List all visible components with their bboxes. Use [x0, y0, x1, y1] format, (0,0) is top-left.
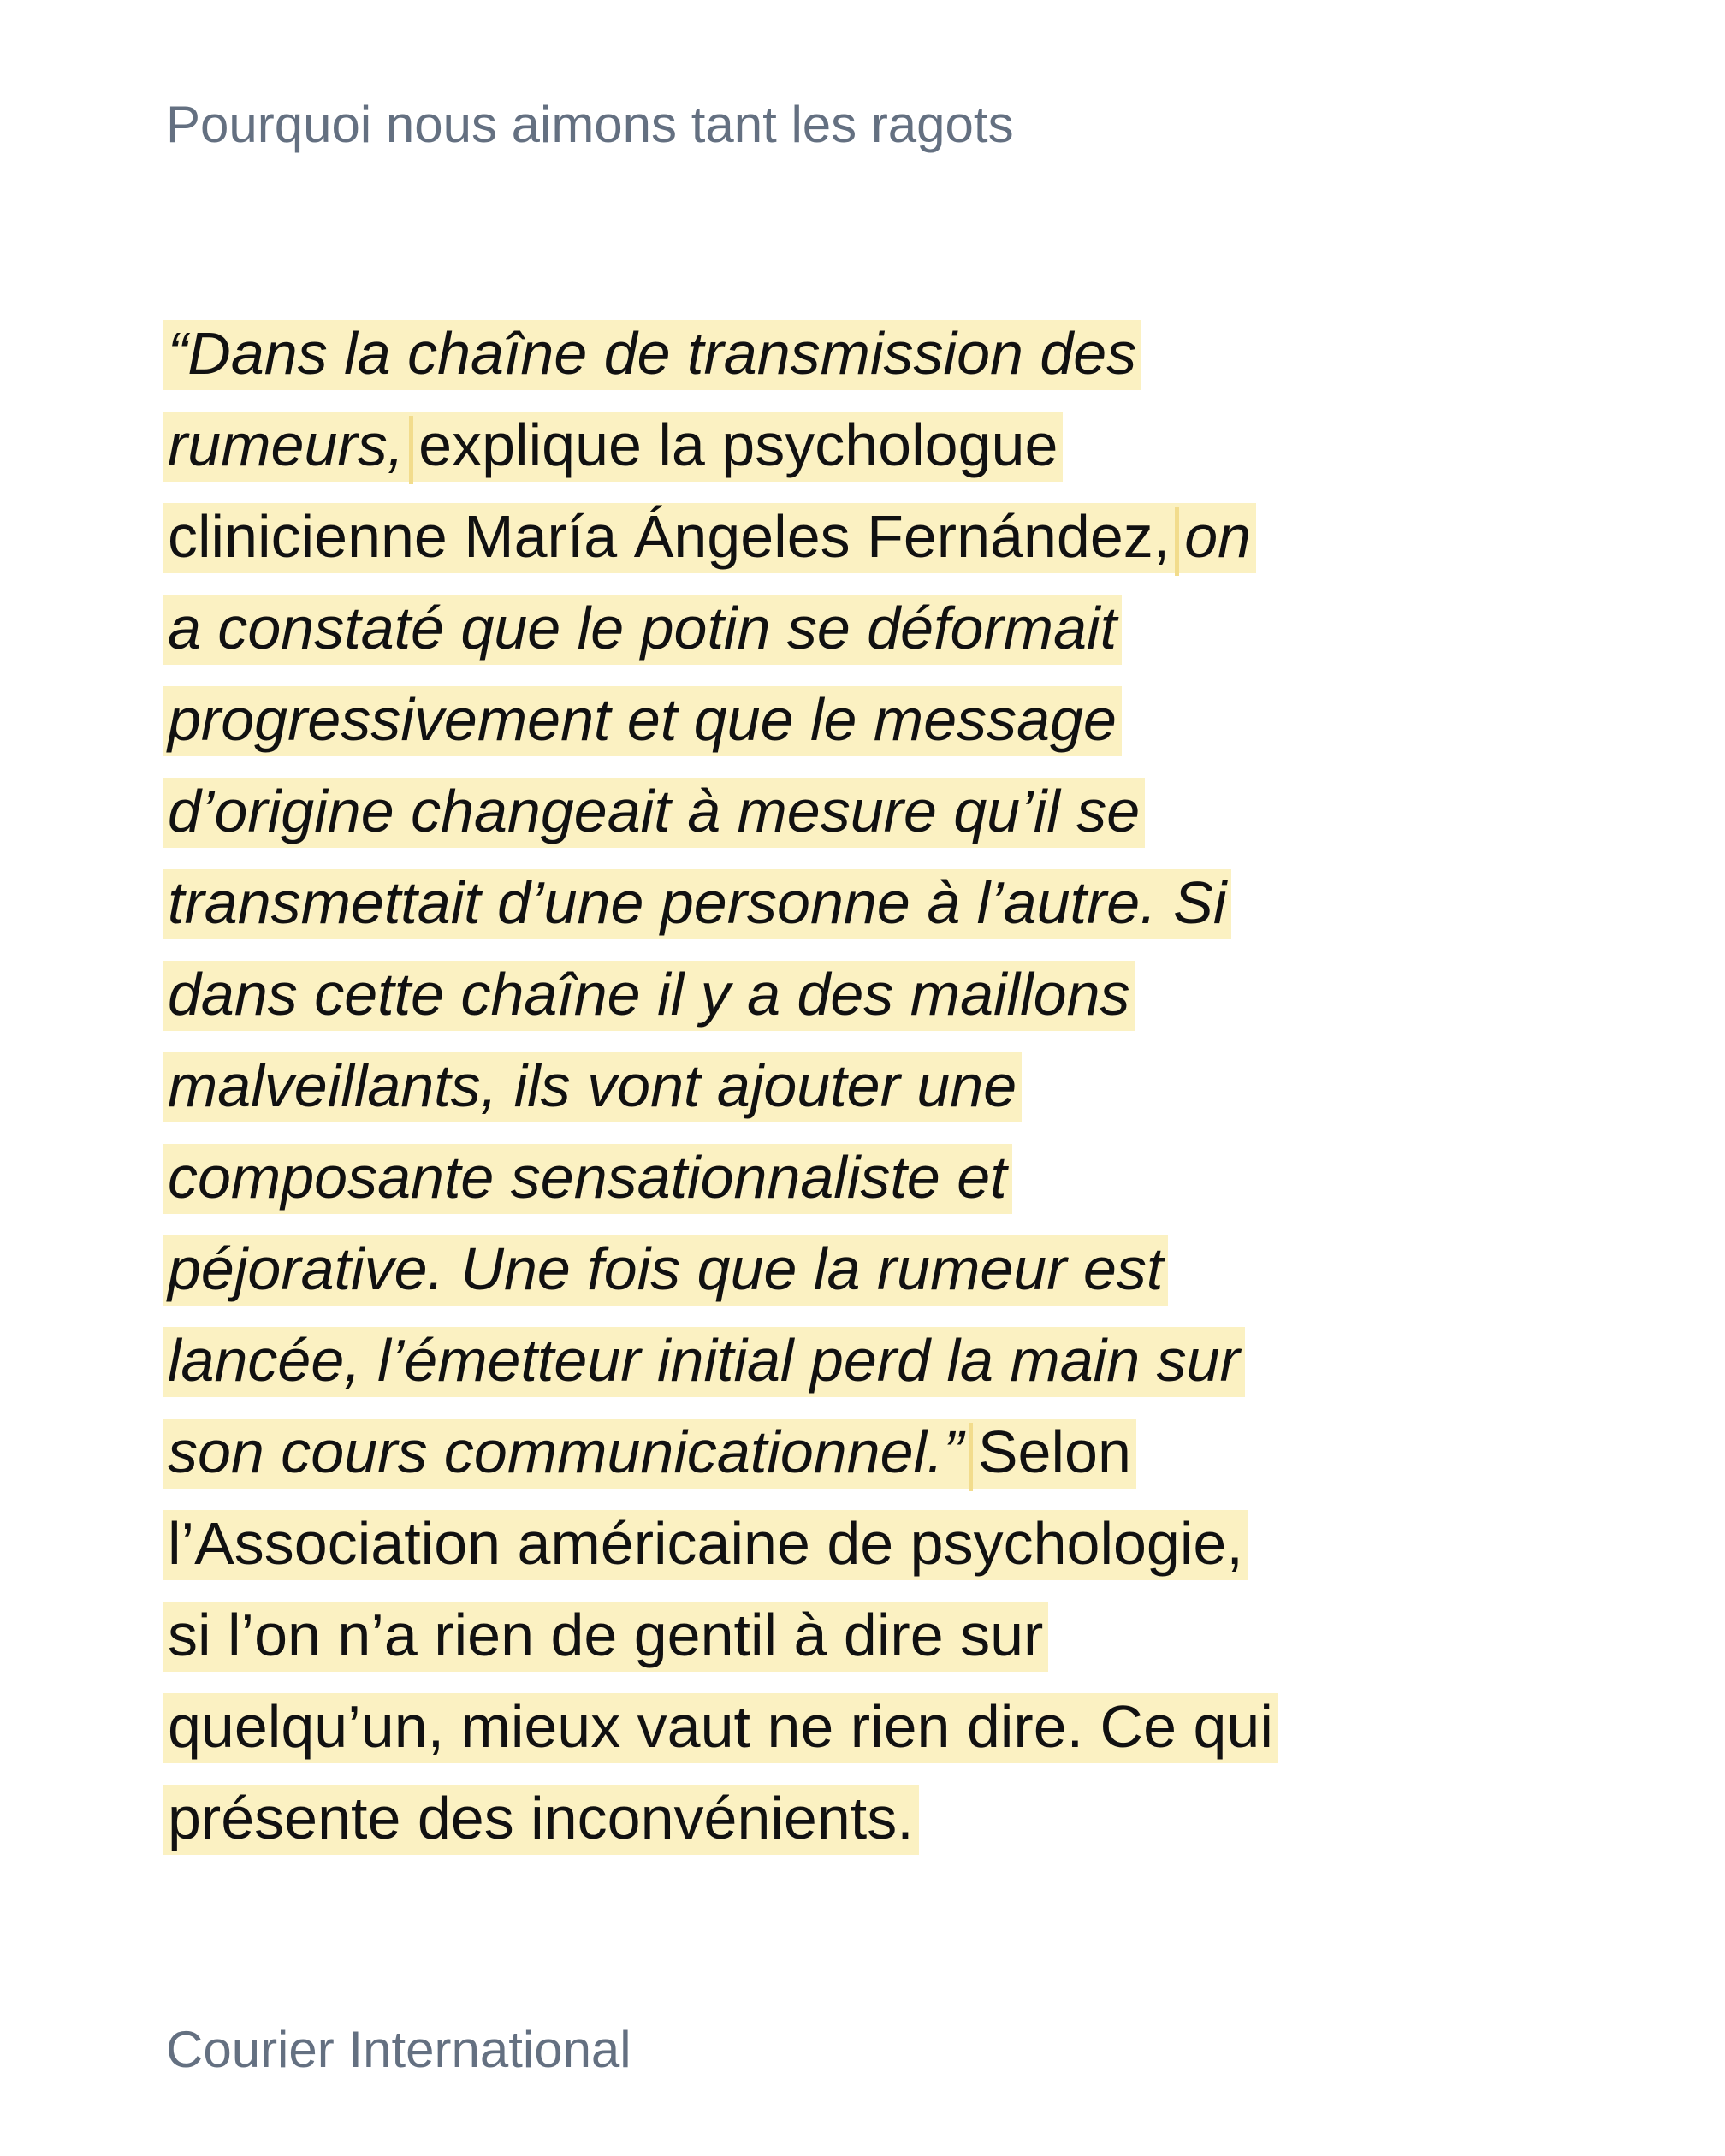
highlight-mark	[163, 686, 1122, 756]
quote-text: clinicienne María Ángeles Fernández,	[168, 503, 1171, 570]
highlight-mark	[163, 778, 1145, 848]
highlight-mark	[163, 1602, 1048, 1672]
quote-line	[163, 491, 1497, 583]
highlight-mark	[163, 1235, 1168, 1306]
quote-line	[163, 1498, 1497, 1590]
quote-text: présente des inconvénients.	[168, 1785, 914, 1851]
quote-text-italic: rumeurs,	[168, 412, 405, 478]
highlight-mark	[163, 869, 1231, 939]
highlight-mark	[163, 1693, 1278, 1763]
highlight-mark	[163, 1785, 919, 1855]
highlight-mark	[163, 1419, 1136, 1489]
quote-text-italic: d’origine changeait à mesure qu’il se	[168, 778, 1141, 844]
quote-text: quelqu’un, mieux vaut ne rien dire. Ce qui	[168, 1693, 1273, 1760]
highlight-mark	[163, 1052, 1022, 1122]
quote-line	[163, 1315, 1497, 1407]
quote-text-italic: composante sensationnaliste et	[168, 1144, 1007, 1211]
highlight-mark	[163, 1144, 1012, 1214]
highlight-mark	[163, 961, 1135, 1031]
quote-text-italic: on	[1184, 503, 1252, 570]
quote-line	[163, 583, 1497, 674]
highlight-divider	[1175, 507, 1179, 576]
highlight-divider	[969, 1423, 973, 1491]
quote-text-italic: progressivement et que le message	[168, 686, 1117, 753]
quote-text: Selon	[977, 1419, 1131, 1485]
highlight-mark	[163, 595, 1122, 665]
highlight-mark	[163, 1327, 1245, 1397]
quote-line	[163, 1773, 1497, 1864]
quote-line	[163, 1132, 1497, 1223]
quote-text-italic: a constaté que le potin se déformait	[168, 595, 1117, 661]
quote-text-italic: dans cette chaîne il y a des maillons	[168, 961, 1130, 1028]
quote-line	[163, 1681, 1497, 1773]
quote-line	[163, 1590, 1497, 1681]
quote-line	[163, 949, 1497, 1040]
quote-line	[163, 308, 1497, 400]
quote-text-italic: transmettait d’une personne à l’autre. Si	[168, 869, 1227, 936]
quote-text: explique la psychologue	[418, 412, 1058, 478]
quote-text-italic: lancée, l’émetteur initial perd la main sur	[168, 1327, 1240, 1394]
highlight-mark	[163, 1510, 1248, 1580]
quote-text: l’Association américaine de psychologie,	[168, 1510, 1243, 1577]
quote-line	[163, 857, 1497, 949]
quote-line	[163, 1407, 1497, 1498]
quote-line	[163, 674, 1497, 766]
quote-line	[163, 1040, 1497, 1132]
highlighted-quote	[163, 308, 1497, 1864]
source-label: Courier International	[166, 2021, 631, 2078]
highlight-mark	[163, 320, 1141, 390]
book-title: Pourquoi nous aimons tant les ragots	[166, 96, 1014, 153]
quote-line	[163, 1223, 1497, 1315]
quote-text-italic: son cours communicationnel.”	[168, 1419, 963, 1485]
highlight-mark	[163, 412, 1063, 482]
quote-text-italic: péjorative. Une fois que la rumeur est	[168, 1235, 1164, 1302]
quote-line	[163, 766, 1497, 857]
quote-line	[163, 400, 1497, 491]
highlight-mark	[163, 503, 1256, 573]
quote-text: si l’on n’a rien de gentil à dire sur	[168, 1602, 1044, 1668]
highlight-divider	[409, 416, 413, 484]
quote-text-italic: malveillants, ils vont ajouter une	[168, 1052, 1017, 1119]
quote-text-italic: “Dans la chaîne de transmission des	[168, 320, 1137, 387]
